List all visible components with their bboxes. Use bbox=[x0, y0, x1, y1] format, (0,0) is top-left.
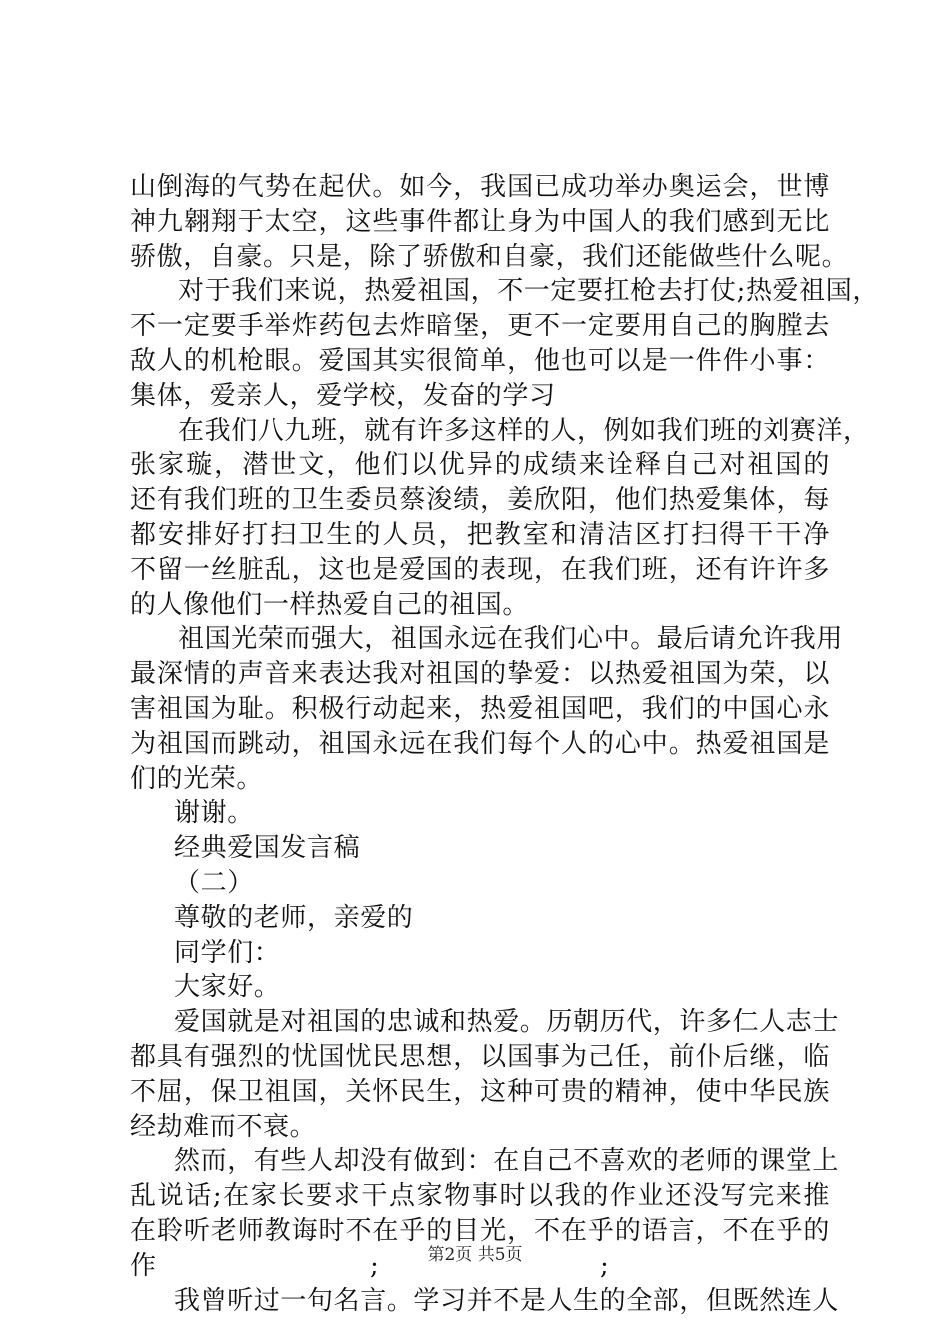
text-line: 还有我们班的卫生委员蔡浚绩，姜欣阳，他们热爱集体，每 bbox=[130, 485, 830, 516]
semicolon-mark: ; bbox=[600, 1250, 609, 1281]
text-line: 的人像他们一样热爱自己的祖国。 bbox=[130, 589, 530, 620]
text-line: 在聆听老师教诲时不在乎的目光，不在乎的语言，不在乎的 bbox=[130, 1215, 830, 1246]
page-footer: 第2页 共5页 bbox=[427, 1245, 523, 1265]
text-fragment: 作 bbox=[130, 1250, 157, 1281]
text-line: 敌人的机枪眼。爱国其实很简单，他也可以是一件件小事： bbox=[130, 345, 830, 376]
body-text bbox=[130, 170, 879, 1318]
text-line: 不一定要手举炸药包去炸暗堡，更不一定要用自己的胸膛去 bbox=[130, 311, 830, 342]
text-line: 然而，有些人却没有做到：在自己不喜欢的老师的课堂上 bbox=[174, 1146, 840, 1177]
text-line: 都具有强烈的忧国忧民思想，以国事为己任，前仆后继，临 bbox=[130, 1041, 830, 1072]
text-line: 张家璇，潜世文，他们以优异的成绩来诠释自己对祖国的 bbox=[130, 450, 830, 481]
semicolon-mark: ; bbox=[370, 1250, 379, 1281]
text-line: 祖国光荣而强大，祖国永远在我们心中。最后请允许我用 bbox=[178, 624, 844, 655]
text-line: 山倒海的气势在起伏。如今，我国已成功举办奥运会，世博 bbox=[130, 172, 830, 202]
text-line: 不留一丝脏乱，这也是爱国的表现，在我们班，还有许许多 bbox=[130, 554, 830, 585]
text-line: 最深情的声音来表达我对祖国的挚爱：以热爱祖国为荣，以 bbox=[130, 659, 830, 690]
text-line: 经劫难而不衰。 bbox=[130, 1111, 317, 1142]
subheading-line: （二） bbox=[174, 867, 254, 898]
heading-line: 经典爱国发言稿 bbox=[174, 833, 361, 864]
text-line: 对于我们来说，热爱祖国，不一定要扛枪去打仗;热爱祖国， bbox=[178, 276, 879, 307]
salutation-line: 尊敬的老师，亲爱的 bbox=[174, 902, 414, 933]
text-line: 乱说话;在家长要求干点家物事时以我的作业还没写完来推 bbox=[130, 1181, 830, 1212]
text-line: 神九翱翔于太空，这些事件都让身为中国人的我们感到无比 bbox=[130, 206, 830, 237]
text-line: 都安排好打扫卫生的人员，把教室和清洁区打扫得干干净 bbox=[130, 519, 830, 550]
text-line: 为祖国而跳动，祖国永远在我们每个人的心中。热爱祖国是 bbox=[130, 728, 830, 759]
text-line: 骄傲，自豪。只是，除了骄傲和自豪，我们还能做些什么呢。 bbox=[130, 241, 849, 272]
text-line: 在我们八九班，就有许多这样的人，例如我们班的刘赛洋， bbox=[178, 415, 870, 446]
text-line: 爱国就是对祖国的忠诚和热爱。历朝历代，许多仁人志士 bbox=[174, 1007, 840, 1038]
salutation-line: 同学们： bbox=[174, 937, 281, 968]
text-line: 谢谢。 bbox=[174, 798, 254, 829]
text-line: 害祖国为耻。积极行动起来，热爱祖国吧，我们的中国心永 bbox=[130, 693, 830, 724]
text-line: 集体，爱亲人，爱学校，发奋的学习 bbox=[130, 380, 556, 411]
text-line: 不屈，保卫祖国，关怀民生，这种可贵的精神，使中华民族 bbox=[130, 1076, 830, 1107]
text-line: 我曾听过一句名言。学习并不是人生的全部，但既然连人 bbox=[174, 1285, 840, 1316]
greeting-line: 大家好。 bbox=[174, 972, 281, 1003]
text-line: 们的光荣。 bbox=[130, 763, 264, 794]
